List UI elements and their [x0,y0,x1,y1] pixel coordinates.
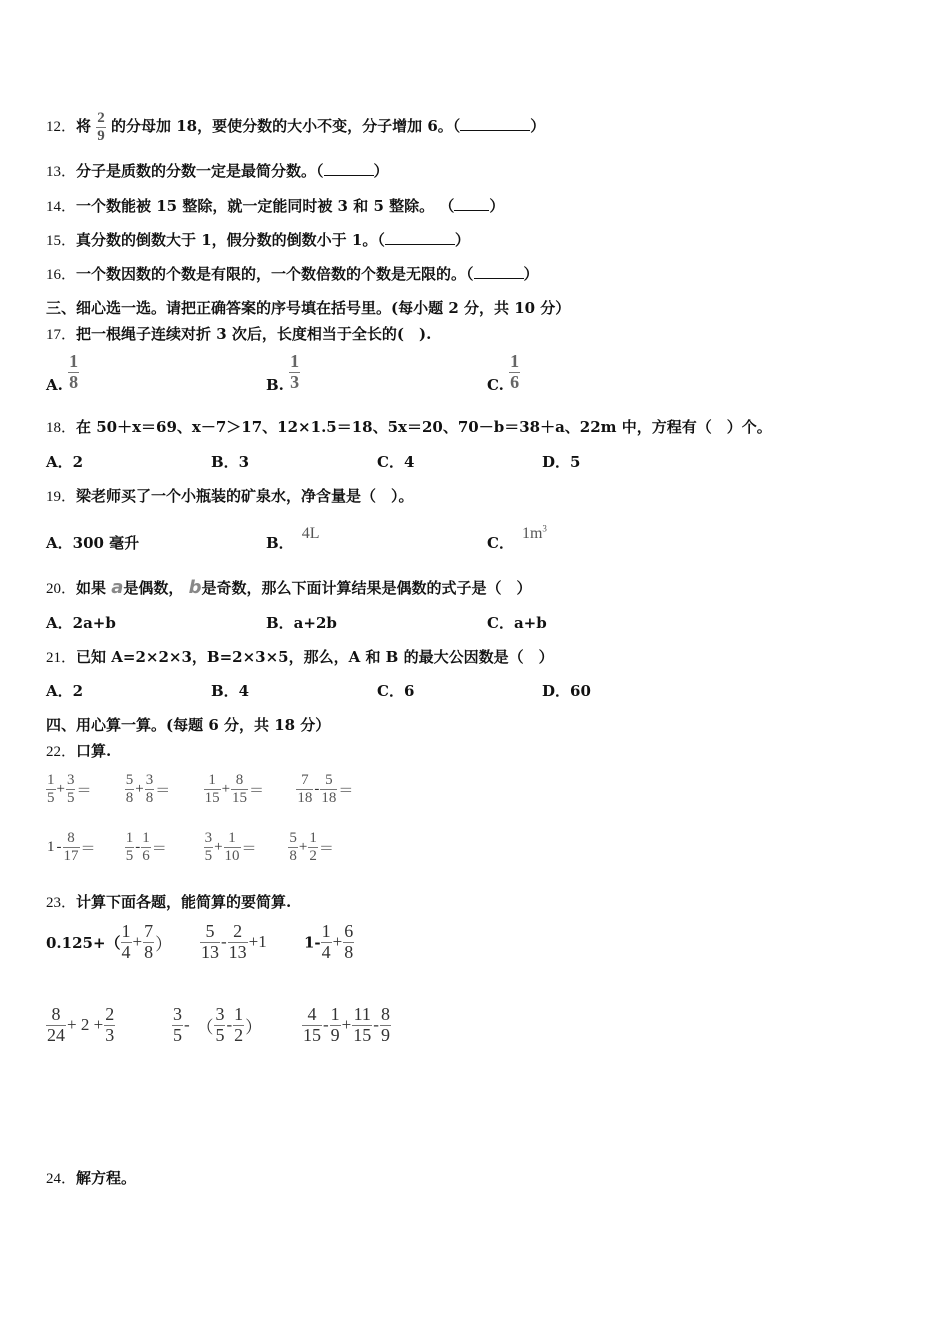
question-16: 16．一个数因数的个数是有限的，一个数倍数的个数是无限的。（ ） [46,265,539,283]
oral-calc-row-2 [46,830,368,864]
option-21-c[interactable]: C．6 [377,682,415,700]
calc-item: $\frac{5}{8}$ + $\frac{3}{8}$ ＝ [125,772,171,806]
question-18: 18．在 50＋x＝69、x－7＞17、12×1.5＝18、5x＝20、70－b＝38＋a、22m 中，方程有（ ）个。 [46,418,772,436]
calc-item: $\frac{5}{8}$ + $\frac{1}{2}$ ＝ [289,830,334,864]
option-20-c[interactable]: C．a+b [487,614,547,632]
option-21-d[interactable]: D．60 [542,682,591,700]
question-19: 19．梁老师买了一个小瓶装的矿泉水，净含量是（ ）。 [46,487,414,505]
option-19-a[interactable]: A．300 毫升 [46,534,140,552]
fraction: $\frac{2}{9}$ [97,110,105,144]
calc-item: $\frac{3}{5}$ + $\frac{1}{10}$ ＝ [204,830,257,864]
calc-expr-5: $\frac{3}{5}$ - （ $\frac{3}{5}$ - $\frac{1}{2}$ ） [173,1004,263,1045]
question-17: 17．把一根绳子连续对折 3 次后，长度相当于全长的( ). [46,325,432,343]
option-18-c[interactable]: C．4 [377,453,415,471]
answer-blank[interactable] [454,195,489,211]
calc-expr-6: $\frac{4}{15}$ - $\frac{1}{9}$ + $\frac{11}{15}$ - $\frac{8}{9}$ [303,1004,390,1045]
variable-b: b [188,577,202,598]
section-4-heading: 四、用心算一算。(每题 6 分，共 18 分） [46,716,331,734]
calc-item: $\frac{1}{5}$ - $\frac{1}{6}$ ＝ [125,830,167,864]
question-23: 23．计算下面各题，能简算的要简算. [46,893,292,911]
answer-blank[interactable] [385,229,455,245]
option-18-d[interactable]: D．5 [542,453,581,471]
option-17-c[interactable]: C. $\frac{1}{6}$ [487,351,520,395]
calc-expr-4: $\frac{8}{24}$ + 2 + $\frac{2}{3}$ [47,1004,115,1045]
calc-expr-1: 0.125+（ $\frac{1}{4}$ + $\frac{7}{8}$ ） [46,921,173,962]
option-21-a[interactable]: A．2 [46,682,84,700]
calc-expr-3: 1- $\frac{1}{4}$ + $\frac{6}{8}$ [304,921,354,962]
question-24: 24．解方程。 [46,1169,137,1187]
calc-item: 1 - $\frac{8}{17}$ ＝ [47,830,96,864]
question-15: 15．真分数的倒数大于 1，假分数的倒数小于 1。（ ） [46,231,470,249]
question-14: 14．一个数能被 15 整除，就一定能同时被 3 和 5 整除。 （ ） [46,197,505,215]
option-19-c[interactable]: C．$1m^3$ [487,523,547,552]
calc-item: $\frac{1}{15}$ + $\frac{8}{15}$ ＝ [204,772,265,806]
question-12: 12．将 $\frac{2}{9}$ 的分母加 18，要使分数的大小不变，分子增加 6。（ ） [46,110,546,144]
option-19-b[interactable]: B．4L [266,525,320,552]
question-20: 20．如果 a是偶数， b是奇数，那么下面计算结果是偶数的式子是（ ） [46,577,532,598]
question-22: 22．口算. [46,742,112,760]
section-3-heading: 三、细心选一选。请把正确答案的序号填在括号里。(每小题 2 分，共 10 分） [46,299,571,317]
calc-item: $\frac{1}{5}$ + $\frac{3}{5}$ ＝ [47,772,92,806]
answer-blank[interactable] [324,160,374,176]
question-21: 21．已知 A=2×2×3，B=2×3×5，那么，A 和 B 的最大公因数是（ ） [46,648,554,666]
question-13: 13．分子是质数的分数一定是最简分数。（ ） [46,162,389,180]
oral-calc-row-1 [46,772,386,806]
option-18-b[interactable]: B．3 [211,453,250,471]
calc-item: $\frac{7}{18}$ - $\frac{5}{18}$ ＝ [297,772,354,806]
option-17-b[interactable]: B. $\frac{1}{3}$ [266,351,300,395]
answer-blank[interactable] [460,115,530,131]
answer-blank[interactable] [474,263,524,279]
option-21-b[interactable]: B．4 [211,682,250,700]
option-20-b[interactable]: B．a+2b [266,614,337,632]
calc-expr-2: $\frac{5}{13}$ - $\frac{2}{13}$ +1 [201,921,267,962]
option-20-a[interactable]: A．2a+b [46,614,116,632]
variable-a: a [111,577,124,598]
option-17-a[interactable]: A. $\frac{1}{8}$ [46,351,79,395]
option-18-a[interactable]: A．2 [46,453,84,471]
